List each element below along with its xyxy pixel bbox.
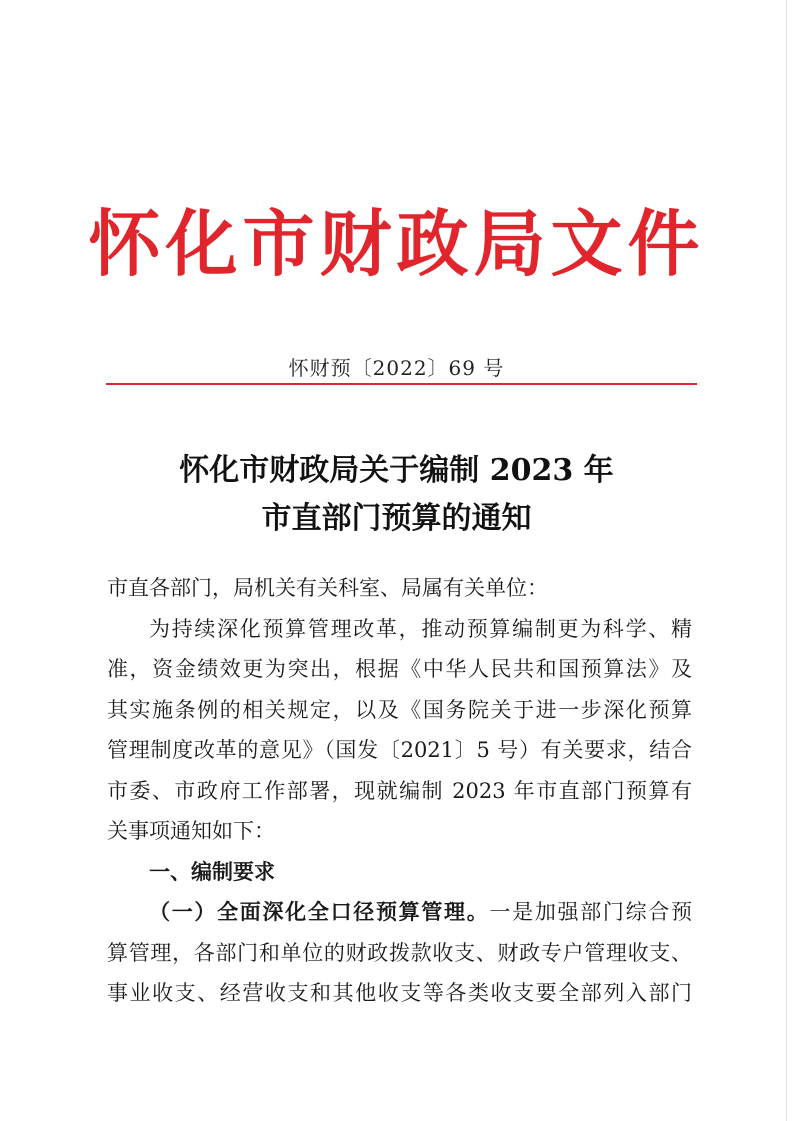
paragraph-1-line-3: 其实施条例的相关规定，以及《国务院关于进一步深化预算: [107, 697, 692, 722]
item-1-first-text: 一是加强部门综合预: [489, 900, 693, 924]
notice-title: [0, 447, 793, 543]
notice-title-line-2: 市直部门预算的通知: [261, 501, 532, 536]
salutation: 市直各部门，局机关有关科室、局属有关单位：: [107, 576, 548, 600]
scan-edge-line: [786, 0, 787, 1121]
item-1-line-3: 事业收支、经营收支和其他收支等各类收支要全部列入部门: [107, 981, 692, 1005]
paragraph-1-line-4: 管理制度改革的意见》（国发〔2021〕5 号）有关要求，结合: [107, 738, 692, 762]
item-1-line-1: [107, 892, 692, 933]
item-1-line-2: 算管理，各部门和单位的财政拨款收支、财政专户管理收支、: [107, 940, 692, 965]
paragraph-1-line-5: 市委、市政府工作部署，现就编制 2023 年市直部门预算有: [107, 778, 692, 803]
section-1-heading: 一、编制要求: [149, 859, 275, 884]
header-red-divider: [106, 383, 697, 385]
document-header-org-title: 怀化市财政局文件: [88, 201, 705, 286]
paragraph-1-line-1: 为持续深化预算管理改革，推动预算编制更为科学、精: [149, 616, 692, 641]
document-number: 怀财预〔2022〕69 号: [288, 356, 505, 380]
notice-title-line-1: 怀化市财政局关于编制 2023 年: [179, 453, 614, 488]
paragraph-1-line-2: 准，资金绩效更为突出，根据《中华人民共和国预算法》及: [107, 657, 692, 681]
paragraph-1-line-6: 关事项通知如下：: [107, 819, 275, 843]
item-1-lead: （一）全面深化全口径预算管理。: [149, 899, 490, 924]
notice-body: [107, 568, 692, 1014]
